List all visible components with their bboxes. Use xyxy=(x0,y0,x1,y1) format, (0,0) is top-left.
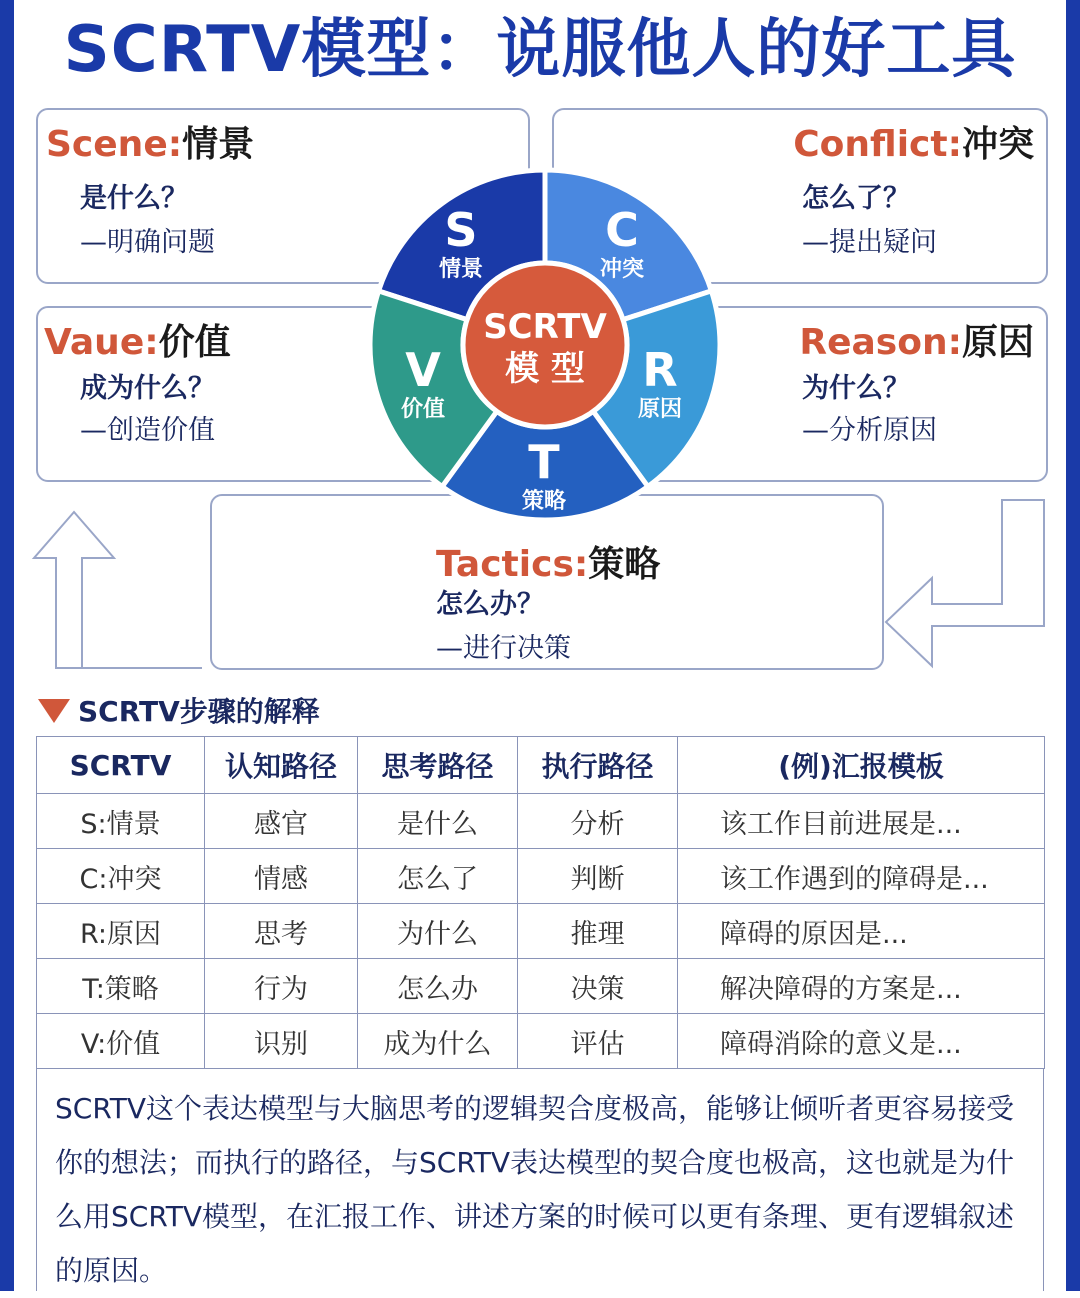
segment-t-letter: T xyxy=(528,435,560,489)
conflict-heading-en: Conflict: xyxy=(793,124,962,165)
segment-c-letter: C xyxy=(605,203,639,257)
page-title: SCRTV模型：说服他人的好工具 xyxy=(63,13,1017,87)
table-cell: 是什么 xyxy=(358,794,518,849)
segment-r-label: 原因 xyxy=(637,397,683,422)
conflict-question: 怎么了？ xyxy=(802,183,910,214)
segment-v-label: 价值 xyxy=(400,397,446,422)
table-header-cell: 思考路径 xyxy=(358,737,518,794)
reason-question: 为什么？ xyxy=(802,373,910,404)
table-cell: 该工作遇到的障碍是... xyxy=(678,849,1045,904)
table-cell: 判断 xyxy=(518,849,678,904)
section-title xyxy=(38,690,320,730)
table-row xyxy=(37,849,1045,904)
value-question: 成为什么？ xyxy=(80,373,215,404)
segment-s-letter: S xyxy=(444,203,478,257)
table-header-row xyxy=(37,737,1045,794)
conflict-heading-zh: 冲突 xyxy=(961,124,1034,165)
table-cell: 推理 xyxy=(518,904,678,959)
table-cell: 障碍消除的意义是... xyxy=(678,1014,1045,1069)
table-cell: 分析 xyxy=(518,794,678,849)
value-heading-zh: 价值 xyxy=(158,322,231,363)
table-cell: 该工作目前进展是... xyxy=(678,794,1045,849)
table-cell: C:冲突 xyxy=(37,849,205,904)
table-cell: 障碍的原因是... xyxy=(678,904,1045,959)
table-cell: 成为什么 xyxy=(358,1014,518,1069)
table-cell: S:情景 xyxy=(37,794,205,849)
tactics-answer: —进行决策 xyxy=(436,633,571,664)
reason-heading-en: Reason: xyxy=(799,322,962,363)
segment-r-letter: R xyxy=(642,343,678,397)
table-row xyxy=(37,794,1045,849)
table-cell: R:原因 xyxy=(37,904,205,959)
table-cell: 怎么了 xyxy=(358,849,518,904)
triangle-down-icon xyxy=(38,699,70,723)
steps-table xyxy=(36,736,1045,1069)
segment-t-label: 策略 xyxy=(521,489,567,514)
table-row xyxy=(37,1014,1045,1069)
segment-s-label: 情景 xyxy=(438,257,484,282)
table-cell: 怎么办 xyxy=(358,959,518,1014)
table-header-cell: SCRTV xyxy=(37,737,205,794)
segment-c-label: 冲突 xyxy=(599,257,645,282)
table-header-cell: 认知路径 xyxy=(205,737,358,794)
tactics-heading-en: Tactics: xyxy=(436,544,589,585)
table-cell: 为什么 xyxy=(358,904,518,959)
scene-heading-zh: 情景 xyxy=(182,124,255,165)
table-cell: 行为 xyxy=(205,959,358,1014)
core-line-2: 模 型 xyxy=(505,349,585,389)
reason-heading-zh: 原因 xyxy=(961,322,1034,363)
table-cell: V:价值 xyxy=(37,1014,205,1069)
value-answer: —创造价值 xyxy=(80,415,215,446)
segment-v-letter: V xyxy=(405,343,441,397)
reason-answer: —分析原因 xyxy=(802,415,937,446)
value-heading-en: Vaue: xyxy=(44,322,159,363)
scene-answer: —明确问题 xyxy=(80,227,215,258)
table-row xyxy=(37,959,1045,1014)
scene-question: 是什么？ xyxy=(80,183,188,214)
scene-heading-en: Scene: xyxy=(46,124,183,165)
table-cell: T:策略 xyxy=(37,959,205,1014)
conflict-answer: —提出疑问 xyxy=(802,227,937,258)
table-cell: 识别 xyxy=(205,1014,358,1069)
tactics-heading-zh: 策略 xyxy=(588,544,661,585)
table-row xyxy=(37,904,1045,959)
table-cell: 感官 xyxy=(205,794,358,849)
tactics-question: 怎么办？ xyxy=(436,589,544,620)
table-cell: 情感 xyxy=(205,849,358,904)
table-header-cell: (例)汇报模板 xyxy=(678,737,1045,794)
table-cell: 解决障碍的方案是... xyxy=(678,959,1045,1014)
table-header-cell: 执行路径 xyxy=(518,737,678,794)
table-cell: 决策 xyxy=(518,959,678,1014)
table-cell: 评估 xyxy=(518,1014,678,1069)
explanation-paragraph: SCRTV这个表达模型与大脑思考的逻辑契合度极高，能够让倾听者更容易接受你的想法；而执行的路径，与SCRTV表达模型的契合度也极高，这也就是为什么用SCRTV模型，在汇报工作、讲述方案的时候可以更有条理、更有逻辑叙述的原因。 xyxy=(36,1068,1044,1291)
section-title-text: SCRTV步骤的解释 xyxy=(78,695,320,728)
table-cell: 思考 xyxy=(205,904,358,959)
core-line-1: SCRTV xyxy=(483,307,607,347)
